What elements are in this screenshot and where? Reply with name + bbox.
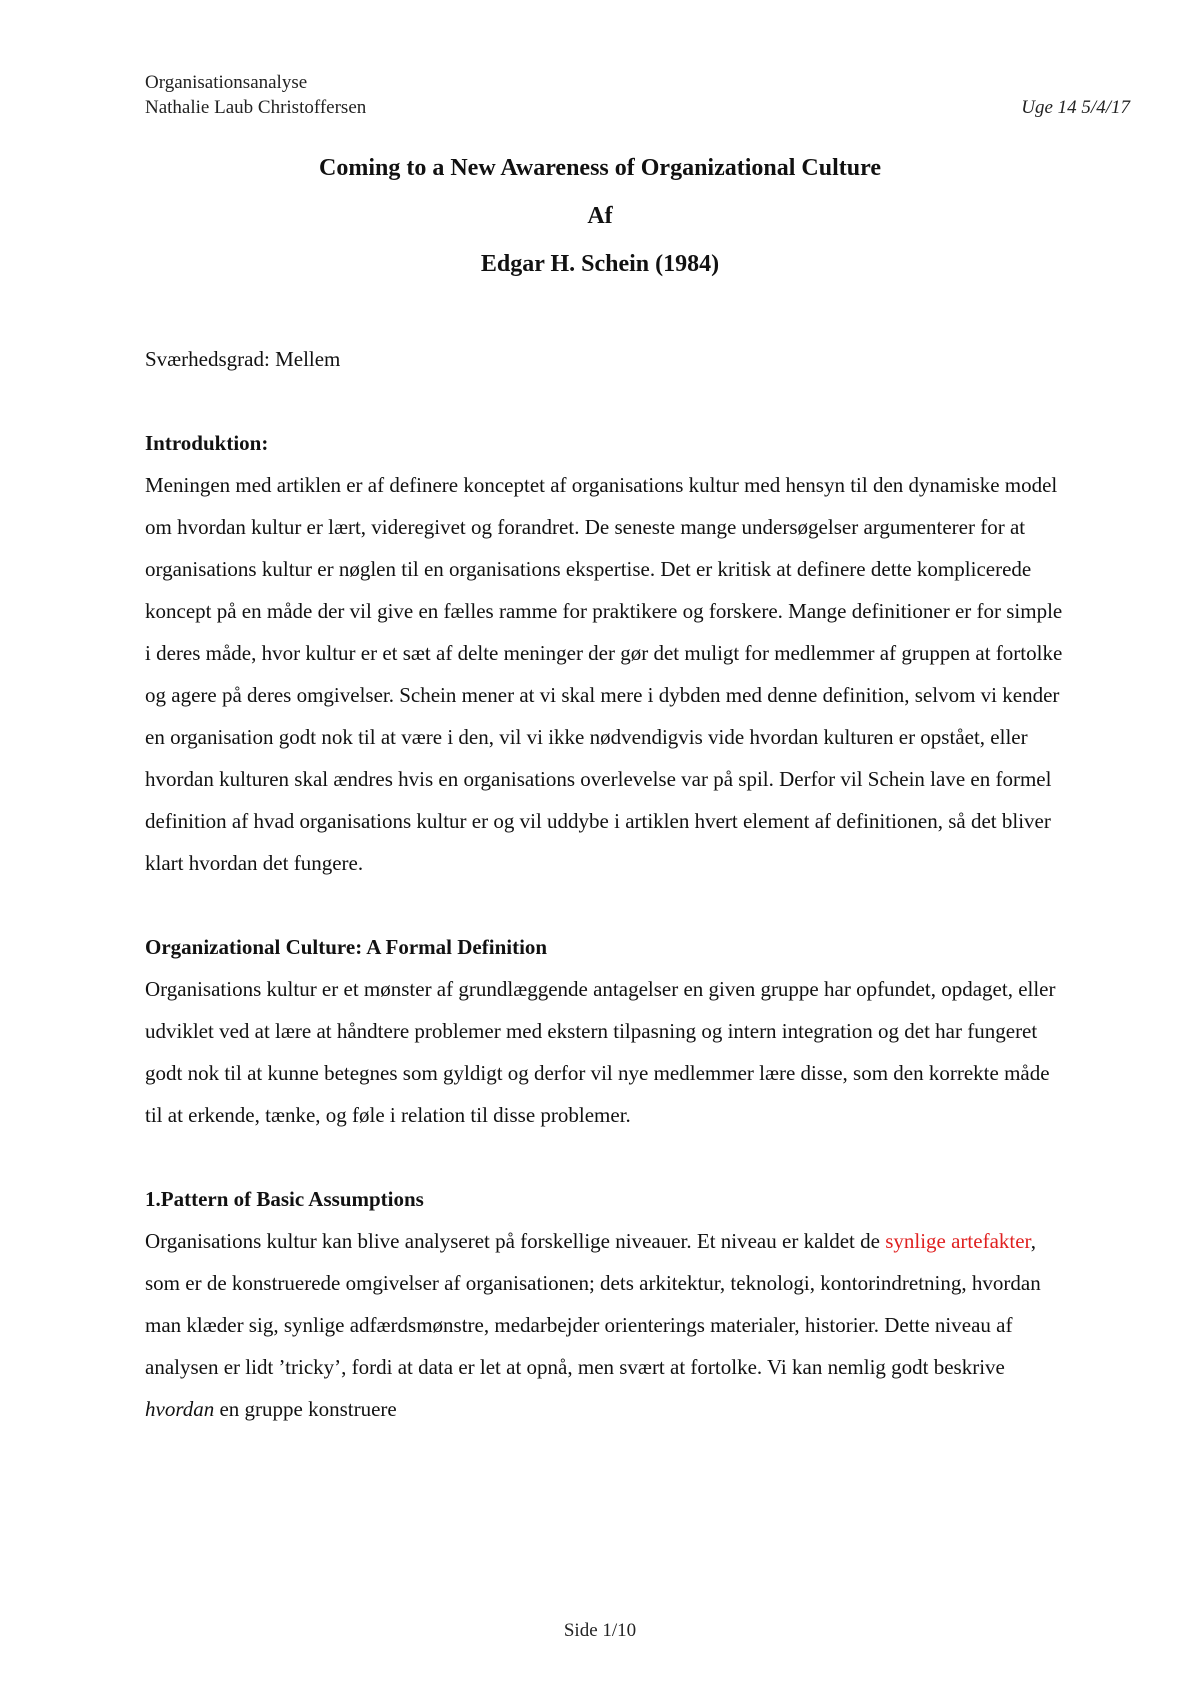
page-number: Side 1/10 — [563, 1620, 637, 1641]
pattern-heading: 1.Pattern of Basic Assumptions — [145, 1187, 424, 1211]
document-title: Coming to a New Awareness of Organizational Culture — [319, 155, 881, 181]
intro-section — [145, 422, 1065, 884]
title-by: Af — [587, 203, 613, 229]
title-author: Edgar H. Schein (1984) — [480, 251, 720, 277]
course-name: Organisationsanalyse — [145, 72, 308, 93]
page-header — [145, 70, 1130, 120]
pattern-text-3: en gruppe konstruere — [219, 1397, 397, 1421]
emphasized-word: hvordan — [145, 1397, 215, 1421]
highlighted-term: synlige artefakter — [885, 1229, 1031, 1253]
pattern-section — [145, 1178, 1065, 1430]
author-name: Nathalie Laub Christoffersen — [145, 97, 367, 118]
intro-paragraph: Meningen med artiklen er af definere konceptet af organisations kultur med hensyn til den dynamiske model om hvordan kultur er lært, videregivet og forandret. De seneste mange undersøgelser argumenterer for at organisations kultur er nøglen til en organisations ekspertise. Det er kritisk at definere dette komplicerede koncept på en måde der vil give en fælles ramme for praktikere og forskere. Mange definitioner er for simple i deres måde, hvor kultur er et sæt af delte meninger der gør det muligt for medlemmer af gruppen at fortolke og agere på deres omgivelser. Schein mener at vi skal mere i dybden med denne definition, selvom vi kender en organisation godt nok til at være i den, vil vi ikke nødvendigvis vide hvordan kulturen er opstået, eller hvordan kulturen skal ændres hvis en organisations overlevelse var på spil. Derfor vil Schein lave en formel definition af hvad organisations kultur er og vil uddybe i artiklen hvert element af definitionen, så det bliver klart hvordan det fungere. — [145, 473, 1063, 875]
definition-heading: Organizational Culture: A Formal Definition — [145, 935, 548, 959]
definition-section — [145, 926, 1065, 1136]
header-date: Uge 14 5/4/17 — [1021, 97, 1130, 118]
pattern-text-2: , som er de konstruerede omgivelser af organisationen; dets arkitektur, teknologi, kontorindretning, hvordan man klæder sig, synlige adfærdsmønstre, medarbejder orienterings materialer, historier. Dette niveau af analysen er lidt ’tricky’, fordi at data er let at opnå, men svært at fortolke. Vi kan nemlig godt beskrive — [145, 1229, 1041, 1379]
intro-heading: Introduktion: — [145, 431, 269, 455]
definition-paragraph: Organisations kultur er et mønster af grundlæggende antagelser en given gruppe har opfundet, opdaget, eller udviklet ved at lære at håndtere problemer med ekstern tilpasning og intern integration og det har fungeret godt nok til at kunne betegnes som gyldigt og derfor vil nye medlemmer lære disse, som den korrekte måde til at erkende, tænke, og føle i relation til disse problemer. — [145, 977, 1056, 1127]
pattern-text-1: Organisations kultur kan blive analyseret på forskellige niveauer. Et niveau er kaldet de — [145, 1229, 880, 1253]
document-body — [145, 338, 1065, 1472]
title-block — [0, 148, 1200, 292]
pattern-paragraph — [145, 1220, 1065, 1430]
difficulty-level: Sværhedsgrad: Mellem — [145, 347, 341, 371]
